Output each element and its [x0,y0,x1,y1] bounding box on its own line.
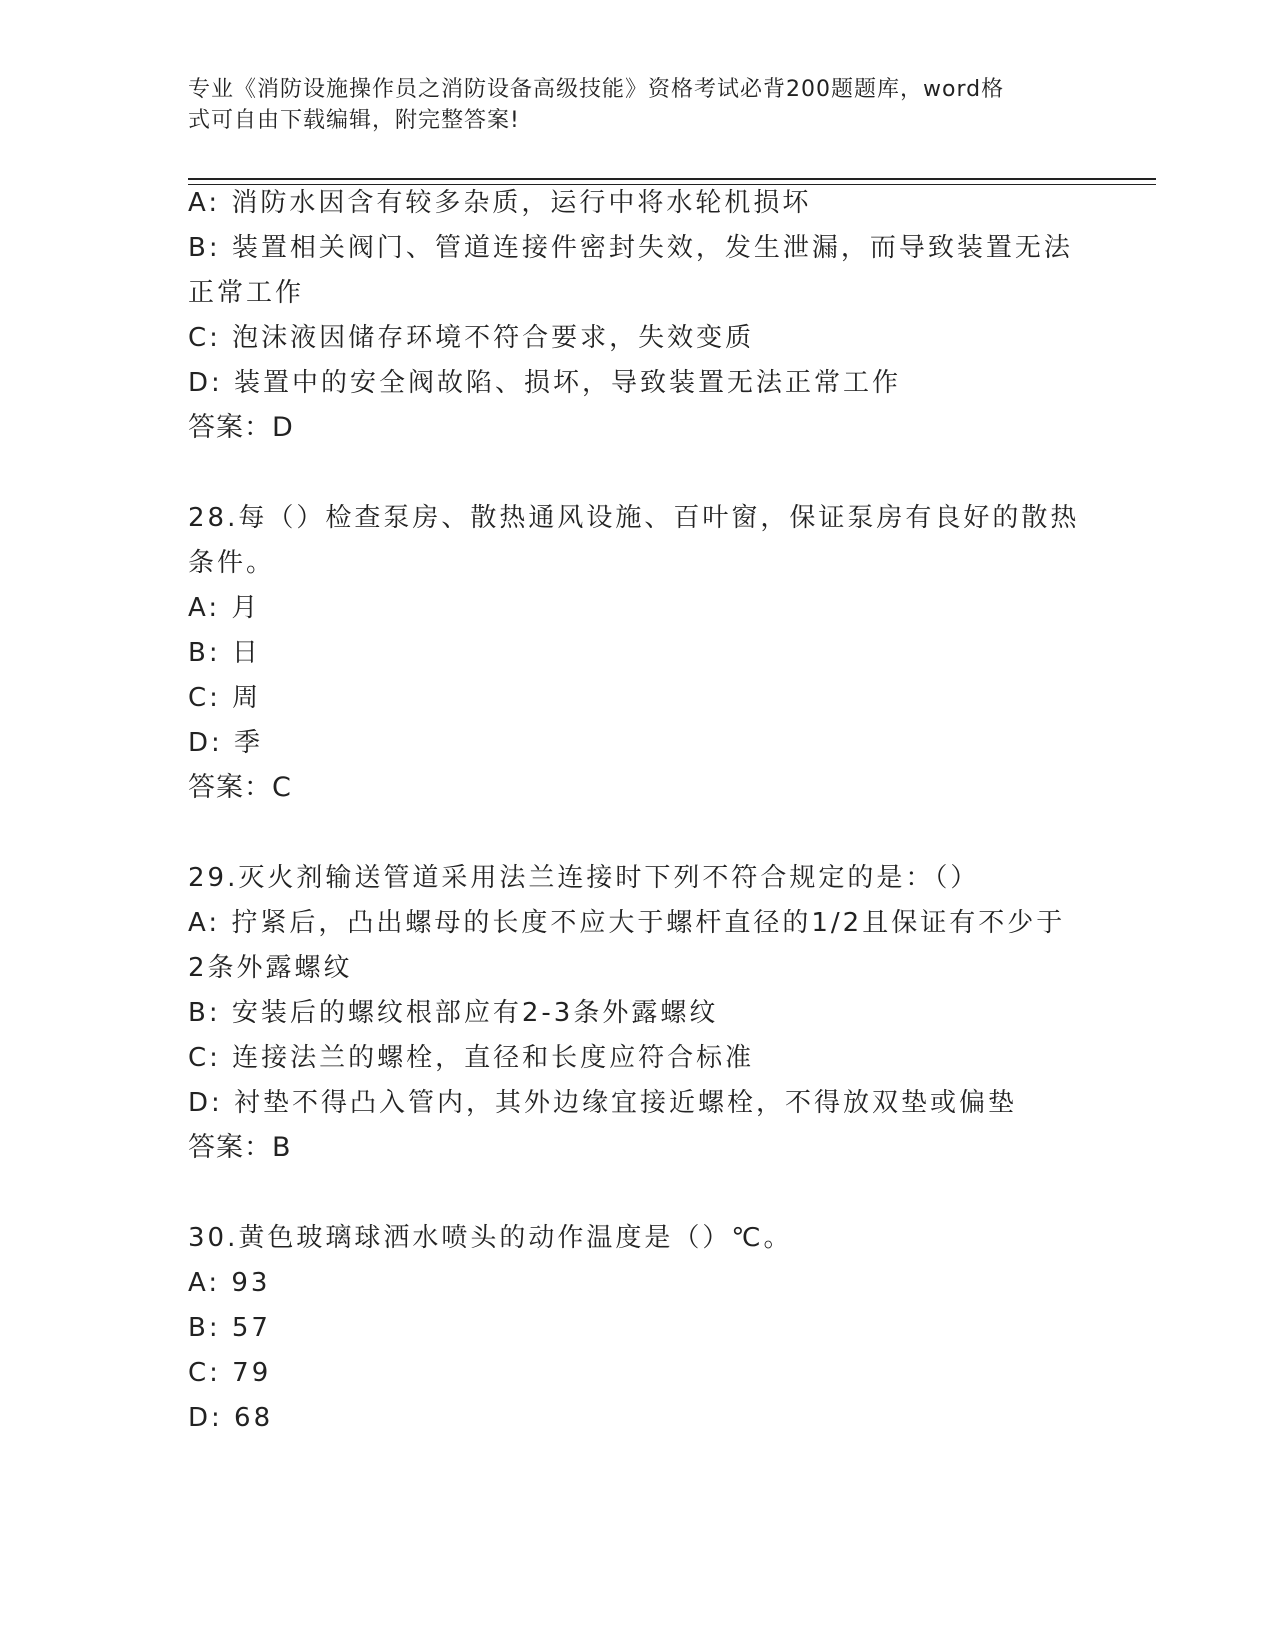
q29-option-c: C: 连接法兰的螺栓，直径和长度应符合标准 [188,1043,755,1073]
q30-option-d: D: 68 [188,1403,274,1433]
q27-option-b-line-2: 正常工作 [188,278,305,308]
q28-question-line-2: 条件。 [188,548,276,578]
q28-option-a: A: 月 [188,593,261,623]
q27-option-a: A: 消防水因含有较多杂质，运行中将水轮机损坏 [188,188,812,218]
document-header [188,74,1068,136]
q30-option-a: A: 93 [188,1268,271,1298]
header-divider-thin [188,184,1156,185]
q27-option-c: C: 泡沫液因储存环境不符合要求，失效变质 [188,323,755,353]
q30-option-b: B: 57 [188,1313,271,1343]
q29-answer: 答案：B [188,1132,292,1163]
q30-option-c: C: 79 [188,1358,272,1388]
header-line-1: 专业《消防设施操作员之消防设备高级技能》资格考试必背200题题库，word格 [188,77,1005,102]
q28-question-line-1: 28.每（）检查泵房、散热通风设施、百叶窗，保证泵房有良好的散热 [188,503,1080,533]
q30-question: 30.黄色玻璃球洒水喷头的动作温度是（）℃。 [188,1223,793,1253]
header-divider-thick [188,178,1156,180]
q29-option-d: D: 衬垫不得凸入管内，其外边缘宜接近螺栓，不得放双垫或偏垫 [188,1088,1018,1118]
q27-answer: 答案：D [188,412,294,443]
q29-option-a-line-2: 2条外露螺纹 [188,953,353,983]
q27-option-b-line-1: B: 装置相关阀门、管道连接件密封失效，发生泄漏，而导致装置无法 [188,233,1073,263]
q28-option-b: B: 日 [188,638,261,668]
q28-option-d: D: 季 [188,728,264,758]
q27-option-d: D: 装置中的安全阀故陷、损坏，导致装置无法正常工作 [188,368,902,398]
q28-answer: 答案：C [188,772,292,803]
q29-question: 29.灭火剂输送管道采用法兰连接时下列不符合规定的是：（） [188,863,980,893]
q28-option-c: C: 周 [188,683,262,713]
header-line-2: 式可自由下载编辑，附完整答案! [188,108,520,133]
q29-option-a-line-1: A: 拧紧后，凸出螺母的长度不应大于螺杆直径的1/2且保证有不少于 [188,908,1066,938]
q29-option-b: B: 安装后的螺纹根部应有2-3条外露螺纹 [188,998,719,1028]
